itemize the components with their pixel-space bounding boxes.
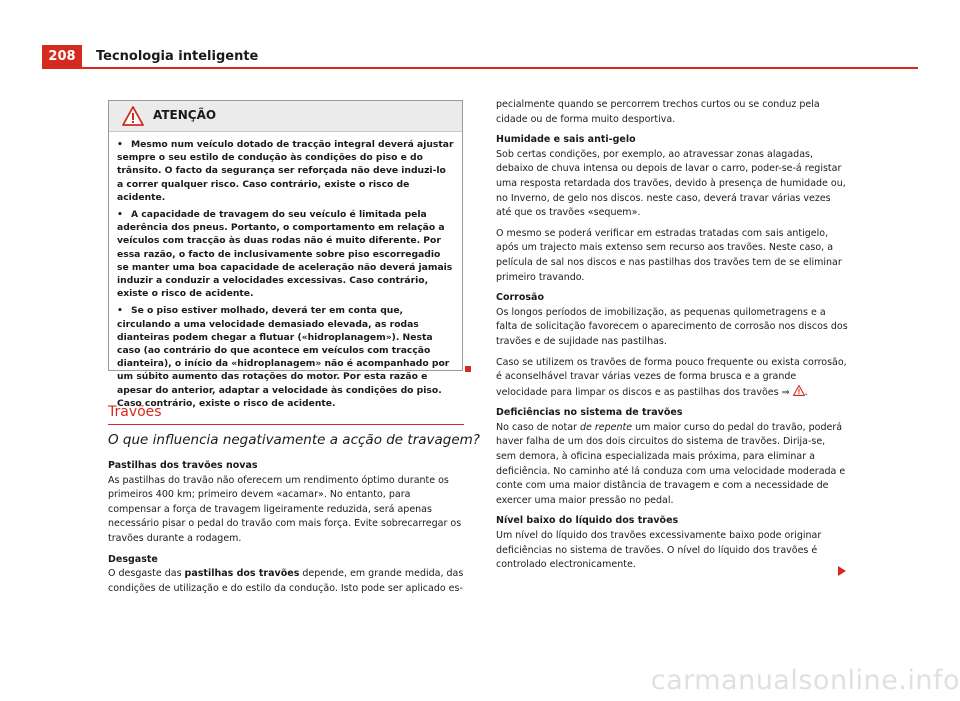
right-column bbox=[496, 98, 848, 579]
heading-deficiencias: Deficiências no sistema de travões bbox=[496, 407, 683, 419]
section-subtitle: O que influencia negativamente a acção de travagem? bbox=[108, 432, 480, 448]
warning-triangle-icon bbox=[122, 106, 144, 126]
paragraph-nivel: Um nível do líquido dos travões excessivamente baixo pode originar deficiências no sistema de travões. O nível do líquido dos travões é controlado electronicamente. bbox=[496, 530, 822, 571]
heading-humidade: Humidade e sais anti-gelo bbox=[496, 134, 636, 146]
watermark: carmanualsonline.info bbox=[650, 665, 960, 696]
text-run-italic: de repente bbox=[579, 421, 633, 433]
warning-item-text: A capacidade de travagem do seu veículo é limitada pela aderência dos pneus. Portanto, o comportamento em relação a veículos com tracção às duas rodas não é muito diferente. Por essa razão, o facto de inclusivamente sobre piso escorregadio se manter uma boa capacidade de aceleração não deverá jamais induzir a conduzir a velocidades excessivas. Caso contrário, existe o risco de acidente. bbox=[117, 209, 453, 300]
chapter-title: Tecnologia inteligente bbox=[96, 49, 259, 64]
warning-reference-icon[interactable] bbox=[793, 385, 805, 396]
paragraph-corrosao-2 bbox=[496, 356, 848, 401]
paragraph-corrosao: Os longos períodos de imobilização, as pequenas quilometragens e a falta de solicitação favorecem o aparecimento de corrosão nos discos dos travões e de sujidade nas pastilhas. bbox=[496, 306, 848, 347]
warning-item bbox=[117, 138, 454, 204]
text-run: No caso de notar bbox=[496, 421, 580, 433]
paragraph-pastilhas: As pastilhas do travão não oferecem um rendimento óptimo durante os primeiros 400 km; primeiro devem «acamar». No entanto, para compensar a força de travagem ligeiramente reduzida, será apenas necessário pisar o pedal do travão com mais força. Evite sobrecarregar os travões durante a rodagem. bbox=[108, 474, 462, 544]
warning-body bbox=[109, 132, 462, 410]
text-run-bold: pastilhas dos travões bbox=[184, 568, 300, 580]
page-number: 208 bbox=[42, 45, 82, 68]
left-column bbox=[108, 459, 464, 602]
paragraph-deficiencias bbox=[496, 421, 848, 509]
paragraph-continuation: pecialmente quando se percorrem trechos curtos ou se conduz pela cidade ou de forma muito desportiva. bbox=[496, 99, 820, 125]
section-end-marker bbox=[465, 366, 471, 372]
paragraph-antigelo: O mesmo se poderá verificar em estradas tratadas com sais antigelo, após um trajecto mais extenso sem recurso aos travões. Neste caso, a película de sal nos discos e nas pastilhas dos travões tem de se eliminar primeiro travando. bbox=[496, 227, 842, 283]
bullet: • bbox=[117, 139, 123, 150]
section-rule bbox=[108, 424, 464, 425]
continue-arrow-icon bbox=[838, 566, 846, 576]
header-rule bbox=[42, 67, 918, 69]
heading-corrosao: Corrosão bbox=[496, 292, 544, 304]
paragraph-desgaste bbox=[108, 567, 464, 596]
heading-desgaste: Desgaste bbox=[108, 553, 158, 565]
text-run: depende, em grande medida, das condições de utilização e do estilo da condução. Isto pode ser aplicado es- bbox=[108, 568, 464, 594]
warning-item-text: Mesmo num veículo dotado de tracção integral deverá ajustar sempre o seu estilo de condução às condições do piso e do trânsito. O facto da segurança ser reforçada não deve induzi-lo a correr qualquer risco. Caso contrário, existe o risco de acidente. bbox=[117, 139, 454, 203]
heading-nivel: Nível baixo do líquido dos travões bbox=[496, 515, 679, 527]
warning-header bbox=[109, 101, 462, 132]
text-run: O desgaste das bbox=[108, 568, 185, 580]
text-run: Caso se utilizem os travões de forma pouco frequente ou exista corrosão, é aconselhável travar várias vezes de forma brusca e a grande velocidade para limpar os discos e as pastilhas dos travões ⇒ bbox=[496, 356, 847, 398]
paragraph-humidade: Sob certas condições, por exemplo, ao atravessar zonas alagadas, debaixo de chuva intensa ou depois de lavar o carro, poder-se-á registar uma resposta retardada dos travões, devido à presença de humidade ou, no Inverno, de gelo nos discos. neste caso, deverá travar várias vezes até que os travões «sequem». bbox=[496, 148, 846, 219]
text-run: . bbox=[804, 386, 808, 398]
warning-item-text: Se o piso estiver molhado, deverá ter em conta que, circulando a uma velocidade demasiado elevada, as rodas dianteiras podem chegar a flutuar («hidroplanagem»). Nesta caso (ao contrário do que acontece em veículos com tracção dianteira), o início da «hidroplanagem» não é acompanhado por um súbito aumento das rotações do motor. Por esta razão e apesar do anterior, adaptar a velocidade às condições do piso. Caso contrário, existe o risco de acidente. bbox=[117, 305, 450, 409]
heading-pastilhas: Pastilhas dos travões novas bbox=[108, 460, 258, 471]
warning-title: ATENÇÃO bbox=[153, 108, 217, 122]
warning-item bbox=[117, 208, 454, 300]
warning-box bbox=[108, 100, 463, 409]
bullet: • bbox=[117, 209, 123, 221]
warning-item bbox=[117, 304, 454, 410]
text-run: um maior curso do pedal do travão, poderá haver falha de um dos dois circuitos do sistema de travões. Dirija-se, sem demora, à oficina especializada mais próxima, para eliminar a deficiência. No caminho até lá conduza com uma velocidade moderada e conte com uma maior distância de travagem e com a necessidade de exercer uma maior pressão no pedal. bbox=[496, 421, 846, 506]
section-title: Travões bbox=[108, 404, 162, 420]
bullet: • bbox=[117, 305, 123, 317]
page-header bbox=[0, 0, 960, 70]
